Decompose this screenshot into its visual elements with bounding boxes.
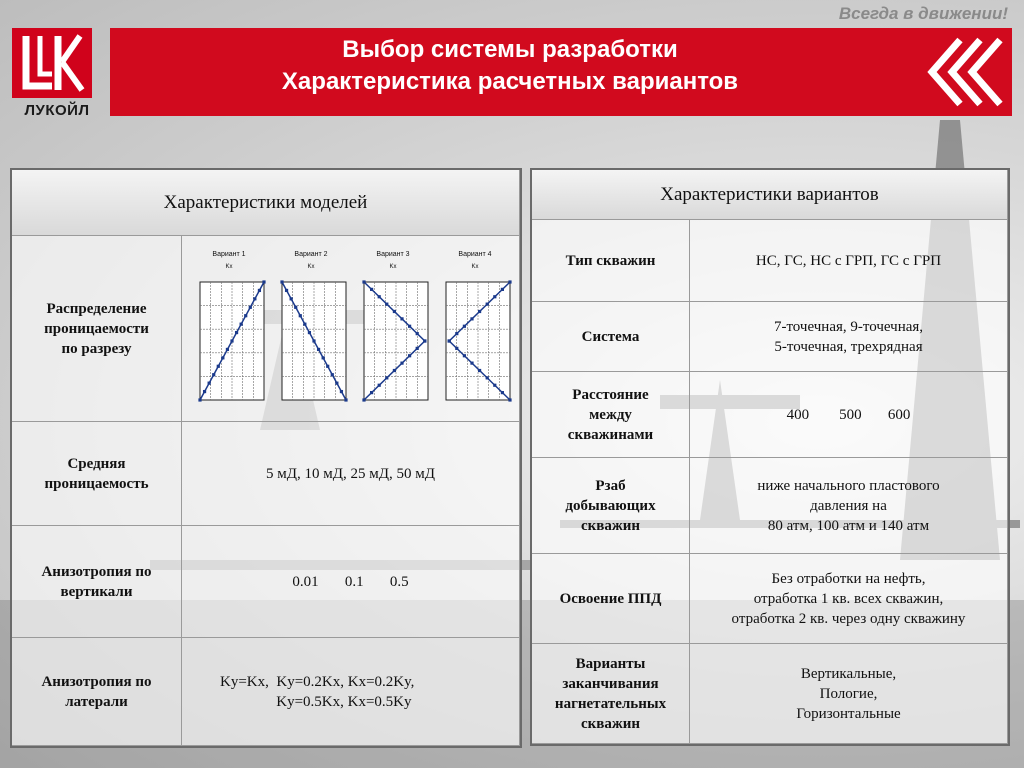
- mini-chart-marker: [377, 383, 380, 386]
- mini-chart-marker: [423, 339, 426, 342]
- mini-chart-marker: [257, 288, 260, 291]
- mini-chart-marker: [303, 322, 306, 325]
- mini-chart-marker: [298, 314, 301, 317]
- mini-chart-marker: [478, 368, 481, 371]
- bottomhole-pressure-value: ниже начального пластового давления на 80 атм, 100 атм и 140 атм: [690, 458, 1008, 554]
- company-slogan: Всегда в движении!: [838, 4, 1008, 23]
- row-label-permeability-distribution: Распределение проницаемости по разрезу: [12, 236, 182, 422]
- mini-chart-axis-label: Kx: [224, 263, 233, 270]
- mini-chart-marker: [321, 356, 324, 359]
- mini-chart-marker: [335, 381, 338, 384]
- mini-chart-marker: [493, 295, 496, 298]
- mini-chart-marker: [508, 280, 511, 283]
- mini-chart-marker: [370, 287, 373, 290]
- mini-chart-marker: [447, 339, 450, 342]
- variants-table-header: Характеристики вариантов: [532, 170, 1008, 220]
- vertical-anisotropy-value: 0.01 0.1 0.5: [182, 526, 520, 638]
- mini-chart-marker: [344, 398, 347, 401]
- mini-chart-marker: [400, 317, 403, 320]
- mini-chart-title: Вариант 2: [293, 250, 328, 258]
- mini-chart-marker: [385, 302, 388, 305]
- mini-chart-marker: [244, 314, 247, 317]
- mini-chart-title: Вариант 1: [211, 250, 246, 258]
- mini-chart-marker: [234, 330, 237, 333]
- well-type-value: НС, ГС, НС с ГРП, ГС с ГРП: [690, 220, 1008, 302]
- mini-chart-marker: [500, 391, 503, 394]
- mini-chart-marker: [221, 356, 224, 359]
- mini-chart-marker: [385, 376, 388, 379]
- mini-chart-marker: [392, 368, 395, 371]
- logo-mark: [12, 28, 92, 98]
- row-label-system: Система: [532, 302, 690, 372]
- variants-table: [530, 168, 1010, 746]
- well-spacing-value: 400 500 600: [690, 372, 1008, 458]
- page-title: [110, 34, 910, 98]
- title-line-2: Характеристика расчетных вариантов: [281, 68, 739, 95]
- mini-chart-marker: [307, 330, 310, 333]
- mini-chart-marker: [377, 295, 380, 298]
- mini-chart-marker: [207, 381, 210, 384]
- mini-chart-marker: [478, 309, 481, 312]
- mini-chart-marker: [248, 305, 251, 308]
- mini-chart-marker: [408, 354, 411, 357]
- mini-chart-axis-label: Kx: [388, 263, 397, 270]
- mini-chart-marker: [408, 324, 411, 327]
- models-table-header: Характеристики моделей: [12, 170, 520, 236]
- completion-variants-value: Вертикальные, Пологие, Горизонтальные: [690, 644, 1008, 744]
- mini-chart-axis-label: Kx: [306, 263, 315, 270]
- title-bar: [110, 28, 1012, 116]
- mini-chart-marker: [415, 346, 418, 349]
- mini-chart-marker: [500, 287, 503, 290]
- mini-chart-marker: [508, 398, 511, 401]
- models-table: [10, 168, 522, 748]
- mini-chart-marker: [493, 383, 496, 386]
- mini-chart-marker: [225, 347, 228, 350]
- avg-permeability-value: 5 мД, 10 мД, 25 мД, 50 мД: [182, 422, 520, 526]
- logo-text: ЛУКОЙЛ: [24, 102, 90, 119]
- mini-chart-marker: [212, 373, 215, 376]
- row-label-injection-development: Освоение ППД: [532, 554, 690, 644]
- mini-chart-marker: [262, 280, 265, 283]
- mini-chart-marker: [362, 398, 365, 401]
- mini-chart-marker: [289, 297, 292, 300]
- mini-chart-marker: [400, 361, 403, 364]
- mini-chart-marker: [280, 280, 283, 283]
- row-label-well-type: Тип скважин: [532, 220, 690, 302]
- mini-chart-marker: [370, 391, 373, 394]
- mini-chart-marker: [462, 354, 465, 357]
- row-label-vertical-anisotropy: Анизотропия по вертикали: [12, 526, 182, 638]
- company-logo: [12, 28, 100, 120]
- mini-chart-title: Вариант 3: [375, 250, 410, 258]
- mini-chart-marker: [312, 339, 315, 342]
- permeability-charts-cell: [182, 236, 520, 422]
- permeability-charts: [188, 244, 514, 414]
- chevrons-icon: [920, 36, 1004, 108]
- mini-chart-marker: [485, 376, 488, 379]
- mini-chart-marker: [455, 332, 458, 335]
- mini-chart-marker: [253, 297, 256, 300]
- mini-chart-marker: [216, 364, 219, 367]
- row-label-avg-permeability: Средняя проницаемость: [12, 422, 182, 526]
- mini-chart-marker: [330, 373, 333, 376]
- mini-chart-title: Вариант 4: [457, 250, 492, 258]
- mini-chart-marker: [284, 288, 287, 291]
- mini-chart-marker: [485, 302, 488, 305]
- row-label-completion-variants: Варианты заканчивания нагнетательных скважин: [532, 644, 690, 744]
- mini-chart-marker: [294, 305, 297, 308]
- mini-chart-marker: [462, 324, 465, 327]
- row-label-well-spacing: Расстояние между скважинами: [532, 372, 690, 458]
- mini-chart-marker: [230, 339, 233, 342]
- mini-chart-marker: [415, 332, 418, 335]
- mini-chart-marker: [392, 309, 395, 312]
- mini-chart-marker: [198, 398, 201, 401]
- system-value: 7-точечная, 9-точечная, 5-точечная, трехрядная: [690, 302, 1008, 372]
- mini-chart-marker: [239, 322, 242, 325]
- mini-chart-marker: [326, 364, 329, 367]
- mini-chart-marker: [455, 346, 458, 349]
- mini-chart-marker: [362, 280, 365, 283]
- mini-chart-marker: [316, 347, 319, 350]
- mini-chart-marker: [470, 317, 473, 320]
- injection-development-value: Без отработки на нефть, отработка 1 кв. всех скважин, отработка 2 кв. через одну скважину: [690, 554, 1008, 644]
- title-line-1: Выбор системы разработки: [342, 36, 678, 63]
- mini-chart-axis-label: Kx: [470, 263, 479, 270]
- mini-chart-marker: [339, 389, 342, 392]
- row-label-bottomhole-pressure: Рзаб добывающих скважин: [532, 458, 690, 554]
- row-label-lateral-anisotropy: Анизотропия по латерали: [12, 638, 182, 746]
- mini-chart-marker: [470, 361, 473, 364]
- mini-chart-marker: [202, 389, 205, 392]
- lateral-anisotropy-value: Ky=Kx, Ky=0.2Kx, Kx=0.2Ky, Ky=0.5Kx, Kx=0.5Ky: [182, 638, 520, 746]
